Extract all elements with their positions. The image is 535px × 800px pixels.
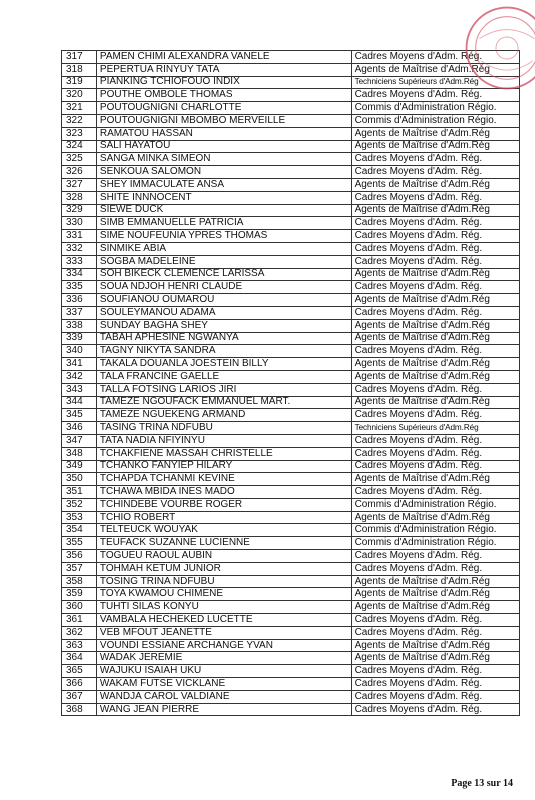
- row-number: 349: [62, 460, 97, 473]
- row-number: 364: [62, 652, 97, 665]
- employee-name: TEUFACK SUZANNE LUCIENNE: [96, 537, 351, 550]
- grade-label: Commis d'Administration Régio.: [351, 537, 519, 550]
- employee-name: TAMEZE NGOUFACK EMMANUEL MART.: [96, 396, 351, 409]
- grade-label: Agents de Maîtrise d'Adm.Rég: [351, 370, 519, 383]
- employee-name: TABAH APHESINE NGWANYA: [96, 332, 351, 345]
- personnel-table: [61, 50, 520, 716]
- row-number: 355: [62, 537, 97, 550]
- table-row: [62, 242, 520, 255]
- table-row: [62, 396, 520, 409]
- table-row: [62, 178, 520, 191]
- table-row: [62, 306, 520, 319]
- row-number: 352: [62, 498, 97, 511]
- table-row: [62, 665, 520, 678]
- employee-name: SUNDAY BAGHA SHEY: [96, 319, 351, 332]
- row-number: 360: [62, 601, 97, 614]
- row-number: 347: [62, 434, 97, 447]
- table-row: [62, 383, 520, 396]
- page-number: Page 13 sur 14: [451, 778, 513, 789]
- table-row: [62, 127, 520, 140]
- grade-label: Agents de Maîtrise d'Adm.Rég: [351, 178, 519, 191]
- row-number: 343: [62, 383, 97, 396]
- grade-label: Cadres Moyens d'Adm. Rég.: [351, 383, 519, 396]
- table-row: [62, 422, 520, 435]
- table-row: [62, 76, 520, 89]
- employee-name: WANG JEAN PIERRE: [96, 703, 351, 716]
- employee-name: SIMB EMMANUELLE PATRICIA: [96, 217, 351, 230]
- row-number: 329: [62, 204, 97, 217]
- row-number: 339: [62, 332, 97, 345]
- employee-name: POUTOUGNIGNI MBOMBO MERVEILLE: [96, 114, 351, 127]
- employee-name: TCHIO ROBERT: [96, 511, 351, 524]
- employee-name: TAKALA DOUANLA JOESTEIN BILLY: [96, 358, 351, 371]
- table-row: [62, 652, 520, 665]
- employee-name: TATA NADIA NFIYINYU: [96, 434, 351, 447]
- table-row: [62, 537, 520, 550]
- grade-label: Cadres Moyens d'Adm. Rég.: [351, 51, 519, 64]
- grade-label: Cadres Moyens d'Adm. Rég.: [351, 626, 519, 639]
- grade-label: Agents de Maîtrise d'Adm.Rég: [351, 473, 519, 486]
- employee-name: RAMATOU HASSAN: [96, 127, 351, 140]
- grade-label: Agents de Maîtrise d'Adm.Rég: [351, 358, 519, 371]
- table-row: [62, 575, 520, 588]
- employee-name: WAKAM FUTSE VICKLANE: [96, 678, 351, 691]
- row-number: 338: [62, 319, 97, 332]
- table-row: [62, 511, 520, 524]
- employee-name: TOSING TRINA NDFUBU: [96, 575, 351, 588]
- grade-label: Commis d'Administration Régio.: [351, 102, 519, 115]
- grade-label: Cadres Moyens d'Adm. Rég.: [351, 409, 519, 422]
- employee-name: SINMIKE ABIA: [96, 242, 351, 255]
- table-row: [62, 281, 520, 294]
- row-number: 322: [62, 114, 97, 127]
- row-number: 323: [62, 127, 97, 140]
- table-row: [62, 268, 520, 281]
- row-number: 353: [62, 511, 97, 524]
- table-row: [62, 486, 520, 499]
- grade-label: Techniciens Supérieurs d'Adm.Rég: [351, 76, 519, 89]
- table-row: [62, 230, 520, 243]
- row-number: 361: [62, 614, 97, 627]
- employee-name: TCHAWA MBIDA INES MADO: [96, 486, 351, 499]
- employee-name: TUHTI SILAS KONYU: [96, 601, 351, 614]
- employee-name: PAMEN CHIMI ALEXANDRA VANELE: [96, 51, 351, 64]
- table-body: [62, 51, 520, 716]
- grade-label: Commis d'Administration Régio.: [351, 498, 519, 511]
- row-number: 359: [62, 588, 97, 601]
- row-number: 337: [62, 306, 97, 319]
- table-row: [62, 319, 520, 332]
- row-number: 346: [62, 422, 97, 435]
- table-row: [62, 294, 520, 307]
- row-number: 336: [62, 294, 97, 307]
- table-row: [62, 63, 520, 76]
- grade-label: Commis d'Administration Régio.: [351, 114, 519, 127]
- table-row: [62, 153, 520, 166]
- official-seal-icon: [461, 2, 535, 94]
- grade-label: Cadres Moyens d'Adm. Rég.: [351, 153, 519, 166]
- employee-name: TCHAPDA TCHANMI KEVINE: [96, 473, 351, 486]
- row-number: 363: [62, 639, 97, 652]
- table-row: [62, 358, 520, 371]
- grade-label: Cadres Moyens d'Adm. Rég.: [351, 230, 519, 243]
- table-row: [62, 639, 520, 652]
- grade-label: Cadres Moyens d'Adm. Rég.: [351, 255, 519, 268]
- row-number: 365: [62, 665, 97, 678]
- row-number: 334: [62, 268, 97, 281]
- row-number: 350: [62, 473, 97, 486]
- table-row: [62, 447, 520, 460]
- table-row: [62, 703, 520, 716]
- grade-label: Cadres Moyens d'Adm. Rég.: [351, 434, 519, 447]
- row-number: 366: [62, 678, 97, 691]
- employee-name: SOH BIKECK CLEMENCE LARISSA: [96, 268, 351, 281]
- employee-name: PEPERTUA RINYUY TATA: [96, 63, 351, 76]
- employee-name: TCHINDEBE VOURBE ROGER: [96, 498, 351, 511]
- row-number: 332: [62, 242, 97, 255]
- employee-name: WAJUKU ISAIAH UKU: [96, 665, 351, 678]
- table-row: [62, 626, 520, 639]
- employee-name: POUTOUGNIGNI CHARLOTTE: [96, 102, 351, 115]
- table-row: [62, 562, 520, 575]
- table-row: [62, 51, 520, 64]
- table-row: [62, 204, 520, 217]
- employee-name: SOULEYMANOU ADAMA: [96, 306, 351, 319]
- table-row: [62, 550, 520, 563]
- row-number: 357: [62, 562, 97, 575]
- grade-label: Agents de Maîtrise d'Adm.Rég: [351, 294, 519, 307]
- row-number: 340: [62, 345, 97, 358]
- table-row: [62, 690, 520, 703]
- table-row: [62, 102, 520, 115]
- grade-label: Agents de Maîtrise d'Adm.Rég: [351, 511, 519, 524]
- employee-name: SHEY IMMACULATE ANSA: [96, 178, 351, 191]
- table-row: [62, 217, 520, 230]
- employee-name: SHITE INNNOCENT: [96, 191, 351, 204]
- grade-label: Agents de Maîtrise d'Adm.Rég: [351, 396, 519, 409]
- row-number: 328: [62, 191, 97, 204]
- table-row: [62, 498, 520, 511]
- grade-label: Cadres Moyens d'Adm. Rég.: [351, 166, 519, 179]
- grade-label: Agents de Maîtrise d'Adm.Rég: [351, 63, 519, 76]
- employee-name: WADAK JEREMIE: [96, 652, 351, 665]
- employee-name: TOHMAH KETUM JUNIOR: [96, 562, 351, 575]
- grade-label: Agents de Maîtrise d'Adm.Rég: [351, 575, 519, 588]
- row-number: 362: [62, 626, 97, 639]
- row-number: 368: [62, 703, 97, 716]
- table-row: [62, 370, 520, 383]
- grade-label: Cadres Moyens d'Adm. Rég.: [351, 460, 519, 473]
- row-number: 324: [62, 140, 97, 153]
- table-row: [62, 255, 520, 268]
- employee-name: SENKOUA SALOMON: [96, 166, 351, 179]
- employee-name: VEB MFOUT JEANETTE: [96, 626, 351, 639]
- row-number: 345: [62, 409, 97, 422]
- employee-name: TOGUEU RAOUL AUBIN: [96, 550, 351, 563]
- grade-label: Agents de Maîtrise d'Adm.Rég: [351, 652, 519, 665]
- table-row: [62, 114, 520, 127]
- grade-label: Cadres Moyens d'Adm. Rég.: [351, 242, 519, 255]
- employee-name: TASING TRINA NDFUBU: [96, 422, 351, 435]
- table-row: [62, 345, 520, 358]
- row-number: 325: [62, 153, 97, 166]
- row-number: 358: [62, 575, 97, 588]
- employee-name: TCHANKO FANYIEP HILARY: [96, 460, 351, 473]
- table-row: [62, 191, 520, 204]
- grade-label: Cadres Moyens d'Adm. Rég.: [351, 217, 519, 230]
- grade-label: Cadres Moyens d'Adm. Rég.: [351, 281, 519, 294]
- table-row: [62, 434, 520, 447]
- grade-label: Agents de Maîtrise d'Adm.Rég: [351, 588, 519, 601]
- row-number: 326: [62, 166, 97, 179]
- grade-label: Techniciens Supérieurs d'Adm.Rég: [351, 422, 519, 435]
- employee-name: TAGNY NIKYTA SANDRA: [96, 345, 351, 358]
- table-row: [62, 89, 520, 102]
- grade-label: Cadres Moyens d'Adm. Rég.: [351, 306, 519, 319]
- row-number: 367: [62, 690, 97, 703]
- grade-label: Cadres Moyens d'Adm. Rég.: [351, 447, 519, 460]
- grade-label: Commis d'Administration Régio.: [351, 524, 519, 537]
- table-row: [62, 140, 520, 153]
- grade-label: Cadres Moyens d'Adm. Rég.: [351, 345, 519, 358]
- employee-name: TOYA KWAMOU CHIMENE: [96, 588, 351, 601]
- employee-name: SALI HAYATOU: [96, 140, 351, 153]
- grade-label: Agents de Maîtrise d'Adm.Rég: [351, 601, 519, 614]
- grade-label: Cadres Moyens d'Adm. Rég.: [351, 191, 519, 204]
- grade-label: Agents de Maîtrise d'Adm.Rég: [351, 140, 519, 153]
- employee-name: POUTHE OMBOLE THOMAS: [96, 89, 351, 102]
- grade-label: Cadres Moyens d'Adm. Rég.: [351, 550, 519, 563]
- table-row: [62, 601, 520, 614]
- grade-label: Cadres Moyens d'Adm. Rég.: [351, 703, 519, 716]
- grade-label: Agents de Maîtrise d'Adm.Rég: [351, 204, 519, 217]
- row-number: 333: [62, 255, 97, 268]
- row-number: 321: [62, 102, 97, 115]
- row-number: 320: [62, 89, 97, 102]
- table-row: [62, 332, 520, 345]
- table-row: [62, 473, 520, 486]
- employee-name: TAMEZE NGUEKENG ARMAND: [96, 409, 351, 422]
- grade-label: Cadres Moyens d'Adm. Rég.: [351, 562, 519, 575]
- row-number: 317: [62, 51, 97, 64]
- grade-label: Cadres Moyens d'Adm. Rég.: [351, 614, 519, 627]
- row-number: 319: [62, 76, 97, 89]
- grade-label: Cadres Moyens d'Adm. Rég.: [351, 690, 519, 703]
- table-row: [62, 524, 520, 537]
- employee-name: SOUA NDJOH HENRI CLAUDE: [96, 281, 351, 294]
- grade-label: Cadres Moyens d'Adm. Rég.: [351, 486, 519, 499]
- table-row: [62, 409, 520, 422]
- row-number: 327: [62, 178, 97, 191]
- grade-label: Cadres Moyens d'Adm. Rég.: [351, 665, 519, 678]
- grade-label: Cadres Moyens d'Adm. Rég.: [351, 89, 519, 102]
- employee-name: TALLA FOTSING LARIOS JIRI: [96, 383, 351, 396]
- row-number: 354: [62, 524, 97, 537]
- grade-label: Agents de Maîtrise d'Adm.Rég: [351, 639, 519, 652]
- grade-label: Agents de Maîtrise d'Adm.Rég: [351, 127, 519, 140]
- table-row: [62, 614, 520, 627]
- employee-name: SIEWE DUCK: [96, 204, 351, 217]
- employee-name: SOGBA MADELEINE: [96, 255, 351, 268]
- row-number: 318: [62, 63, 97, 76]
- employee-name: TELTEUCK WOUYAK: [96, 524, 351, 537]
- employee-name: VOUNDI ESSIANE ARCHANGE YVAN: [96, 639, 351, 652]
- table-row: [62, 460, 520, 473]
- row-number: 348: [62, 447, 97, 460]
- grade-label: Cadres Moyens d'Adm. Rég.: [351, 678, 519, 691]
- grade-label: Agents de Maîtrise d'Adm.Rég: [351, 332, 519, 345]
- grade-label: Agents de Maîtrise d'Adm.Rég: [351, 319, 519, 332]
- row-number: 341: [62, 358, 97, 371]
- row-number: 330: [62, 217, 97, 230]
- employee-name: SIME NOUFEUNIA YPRES THOMAS: [96, 230, 351, 243]
- row-number: 356: [62, 550, 97, 563]
- row-number: 342: [62, 370, 97, 383]
- employee-name: SANGA MINKA SIMEON: [96, 153, 351, 166]
- table-row: [62, 678, 520, 691]
- employee-name: TALA FRANCINE GAELLE: [96, 370, 351, 383]
- employee-name: WANDJA CAROL VALDIANE: [96, 690, 351, 703]
- employee-name: VAMBALA HECHEKED LUCETTE: [96, 614, 351, 627]
- employee-name: TCHAKFIENE MASSAH CHRISTELLE: [96, 447, 351, 460]
- row-number: 344: [62, 396, 97, 409]
- grade-label: Agents de Maîtrise d'Adm.Rég: [351, 268, 519, 281]
- row-number: 351: [62, 486, 97, 499]
- table-row: [62, 588, 520, 601]
- document-page: [61, 50, 520, 716]
- table-row: [62, 166, 520, 179]
- row-number: 331: [62, 230, 97, 243]
- employee-name: PIANKING TCHIOFOUO INDIX: [96, 76, 351, 89]
- employee-name: SOUFIANOU OUMAROU: [96, 294, 351, 307]
- row-number: 335: [62, 281, 97, 294]
